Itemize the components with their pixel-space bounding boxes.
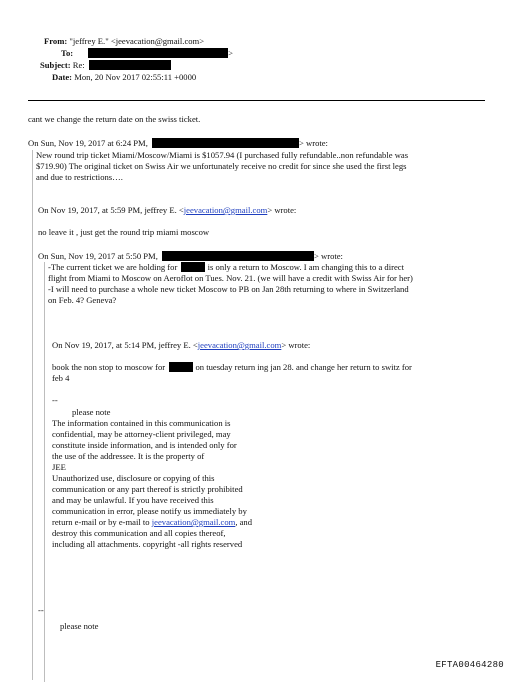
email-link[interactable]: jeevacation@gmail.com — [197, 340, 282, 350]
attribution-text: > wrote: — [267, 205, 297, 215]
header-to-row — [44, 48, 233, 59]
quote4-line — [52, 362, 412, 373]
signature-text: , and — [235, 517, 253, 527]
signature-line: and may be unlawful. If you have received this — [52, 495, 214, 505]
signature-line: destroy this communication and all copies thereof, — [52, 528, 226, 538]
redaction-box — [169, 362, 193, 372]
quote3-blockquote — [44, 262, 501, 682]
signature-line: communication or any part thereof is strictly prohibited — [52, 484, 243, 494]
attribution-text: On Sun, Nov 19, 2017 at 6:24 PM, — [28, 138, 148, 148]
quote3-text: -The current ticket we are holding for — [48, 262, 178, 272]
quote3-line: on Feb. 4? Geneva? — [48, 295, 117, 305]
attribution-text: On Nov 19, 2017, at 5:14 PM, jeffrey E. < — [52, 340, 198, 350]
attribution-text: > wrote: — [314, 251, 343, 261]
quote4-text: on tuesday return ing jan 28. and change her return to switz for — [195, 362, 412, 372]
quote1-line: and due to restrictions…. — [36, 172, 123, 182]
quote1-attribution — [28, 138, 328, 149]
signature-line: including all attachments. copyright -all rights reserved — [52, 539, 243, 549]
from-value: "jeffrey E." <jeevacation@gmail.com> — [69, 36, 205, 46]
signature-line: confidential, may be attorney-client privileged, may — [52, 429, 231, 439]
quote2-attribution — [38, 205, 296, 216]
bates-number: EFTA00464280 — [435, 660, 504, 670]
signature-separator: -- — [52, 395, 58, 405]
signature-line: constitute inside information, and is intended only for — [52, 440, 237, 450]
attribution-text: > wrote: — [299, 138, 328, 148]
quote3-line — [48, 262, 404, 273]
redaction-box — [162, 251, 314, 261]
subject-label: Subject: — [40, 60, 71, 70]
attribution-text: On Nov 19, 2017, at 5:59 PM, jeffrey E. < — [38, 205, 184, 215]
quote4-text: book the non stop to moscow for — [52, 362, 166, 372]
date-label: Date: — [52, 72, 73, 82]
signature-line: JEE — [52, 462, 66, 472]
redaction-box — [88, 48, 228, 58]
signature-line: the use of the addressee. It is the property of — [52, 451, 205, 461]
footer-separator: -- — [38, 605, 44, 615]
quote4-attribution — [52, 340, 310, 351]
header-divider — [28, 100, 485, 101]
signature-text: return e-mail or by e-mail to — [52, 517, 152, 527]
quote1-line: $719.90) The original ticket on Swiss Air we unfortunately receive no credit for since she used the first legs — [36, 161, 407, 171]
subject-value: Re: — [72, 60, 85, 70]
signature-please-note: please note — [72, 407, 111, 417]
email-link[interactable]: jeevacation@gmail.com — [183, 205, 268, 215]
to-label: To: — [61, 48, 74, 58]
header-from-row — [44, 36, 204, 47]
quote3-text: is only a return to Moscow. I am changing this to a direct — [207, 262, 404, 272]
quote1-line: New round trip ticket Miami/Moscow/Miami is $1057.94 (I purchased fully refundable..non refundable was — [36, 150, 409, 160]
quote2-body: no leave it , just get the round trip miami moscow — [38, 227, 210, 237]
redaction-box — [89, 60, 171, 70]
quote4-line: feb 4 — [52, 373, 70, 383]
signature-line — [52, 517, 252, 528]
quote3-line: flight from Miami to Moscow on Aeroflot on Tues. Nov. 21. (we will have a credit with Swiss Air for her) — [48, 273, 413, 283]
email-link[interactable]: jeevacation@gmail.com — [151, 517, 236, 527]
footer-please-note: please note — [60, 621, 99, 631]
attribution-text: > wrote: — [281, 340, 311, 350]
signature-line: communication in error, please notify us immediately by — [52, 506, 247, 516]
header-date-row — [52, 72, 196, 83]
header-subject-row — [40, 60, 171, 71]
attribution-text: On Sun, Nov 19, 2017 at 5:50 PM, — [38, 251, 158, 261]
message-body: cant we change the return date on the swiss ticket. — [28, 114, 201, 124]
signature-line: The information contained in this communication is — [52, 418, 231, 428]
signature-line: Unauthorized use, disclosure or copying of this — [52, 473, 215, 483]
from-label: From: — [44, 36, 68, 46]
redaction-box — [181, 262, 205, 272]
redaction-box — [152, 138, 299, 148]
date-value: Mon, 20 Nov 2017 02:55:11 +0000 — [74, 72, 197, 82]
quote3-attribution — [38, 251, 343, 262]
quote3-line: -I will need to purchase a whole new ticket Moscow to PB on Jan 28th returning to where in Switzerland — [48, 284, 409, 294]
to-suffix: > — [228, 48, 234, 58]
